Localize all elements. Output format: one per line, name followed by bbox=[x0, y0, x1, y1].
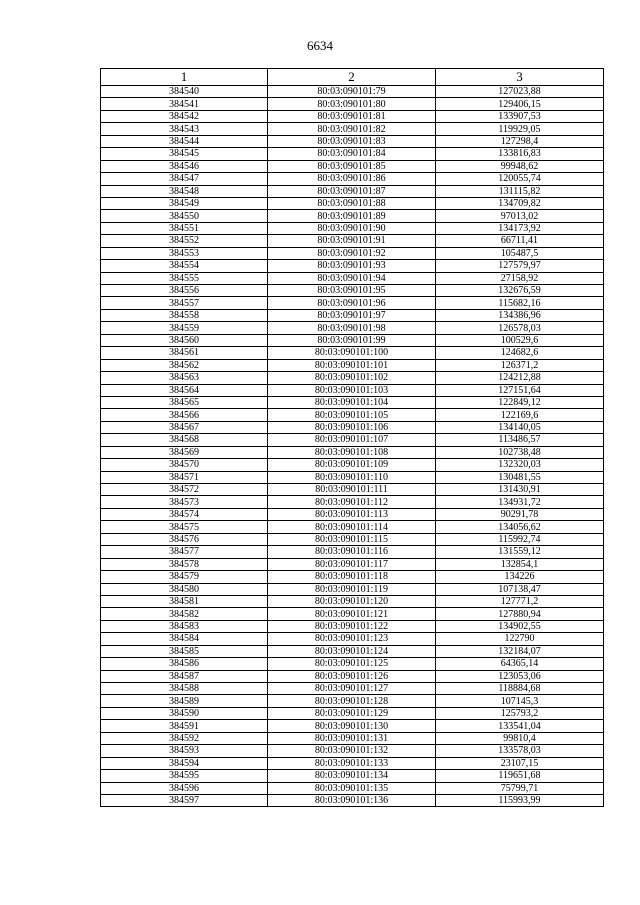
table-row bbox=[101, 309, 604, 321]
table-row bbox=[101, 396, 604, 408]
cell-cadastral-id: 80:03:090101:101 bbox=[268, 359, 436, 371]
cell-number: 384567 bbox=[101, 421, 268, 433]
cell-cadastral-id: 80:03:090101:120 bbox=[268, 595, 436, 607]
cell-cadastral-id: 80:03:090101:95 bbox=[268, 285, 436, 297]
table-row bbox=[101, 533, 604, 545]
cell-cadastral-id: 80:03:090101:97 bbox=[268, 309, 436, 321]
cell-number: 384580 bbox=[101, 583, 268, 595]
cell-cadastral-id: 80:03:090101:93 bbox=[268, 260, 436, 272]
table-row bbox=[101, 620, 604, 632]
cell-number: 384585 bbox=[101, 645, 268, 657]
cell-cadastral-id: 80:03:090101:123 bbox=[268, 633, 436, 645]
table-row bbox=[101, 148, 604, 160]
table-row bbox=[101, 446, 604, 458]
cell-cadastral-id: 80:03:090101:92 bbox=[268, 247, 436, 259]
cell-value: 134902,55 bbox=[436, 620, 604, 632]
cell-cadastral-id: 80:03:090101:99 bbox=[268, 334, 436, 346]
cell-cadastral-id: 80:03:090101:128 bbox=[268, 695, 436, 707]
cell-value: 127880,94 bbox=[436, 608, 604, 620]
cell-value: 97013,02 bbox=[436, 210, 604, 222]
cell-cadastral-id: 80:03:090101:107 bbox=[268, 434, 436, 446]
cell-cadastral-id: 80:03:090101:131 bbox=[268, 732, 436, 744]
cell-cadastral-id: 80:03:090101:117 bbox=[268, 558, 436, 570]
cell-value: 133816,83 bbox=[436, 148, 604, 160]
table-row bbox=[101, 285, 604, 297]
cell-value: 100529,6 bbox=[436, 334, 604, 346]
cell-number: 384554 bbox=[101, 260, 268, 272]
cell-value: 113486,57 bbox=[436, 434, 604, 446]
cell-number: 384558 bbox=[101, 309, 268, 321]
cell-number: 384541 bbox=[101, 98, 268, 110]
cell-value: 105487,5 bbox=[436, 247, 604, 259]
cell-value: 131115,82 bbox=[436, 185, 604, 197]
cell-cadastral-id: 80:03:090101:80 bbox=[268, 98, 436, 110]
table-row bbox=[101, 670, 604, 682]
table-row bbox=[101, 173, 604, 185]
cell-cadastral-id: 80:03:090101:109 bbox=[268, 459, 436, 471]
cell-value: 133907,53 bbox=[436, 110, 604, 122]
cell-value: 123053,06 bbox=[436, 670, 604, 682]
cell-cadastral-id: 80:03:090101:102 bbox=[268, 372, 436, 384]
cell-number: 384552 bbox=[101, 235, 268, 247]
cell-value: 64365,14 bbox=[436, 658, 604, 670]
table-row bbox=[101, 608, 604, 620]
cell-value: 127579,97 bbox=[436, 260, 604, 272]
cell-cadastral-id: 80:03:090101:94 bbox=[268, 272, 436, 284]
cell-number: 384589 bbox=[101, 695, 268, 707]
cell-value: 122790 bbox=[436, 633, 604, 645]
cell-number: 384566 bbox=[101, 409, 268, 421]
table-row bbox=[101, 123, 604, 135]
cell-value: 132320,03 bbox=[436, 459, 604, 471]
cell-cadastral-id: 80:03:090101:91 bbox=[268, 235, 436, 247]
cell-number: 384568 bbox=[101, 434, 268, 446]
cell-value: 119651,68 bbox=[436, 770, 604, 782]
cell-number: 384565 bbox=[101, 396, 268, 408]
cell-value: 132676,59 bbox=[436, 285, 604, 297]
cell-value: 118884,68 bbox=[436, 683, 604, 695]
cell-cadastral-id: 80:03:090101:103 bbox=[268, 384, 436, 396]
column-header-3: 3 bbox=[436, 69, 604, 86]
table-row bbox=[101, 260, 604, 272]
cell-cadastral-id: 80:03:090101:129 bbox=[268, 707, 436, 719]
cell-cadastral-id: 80:03:090101:133 bbox=[268, 757, 436, 769]
table-row bbox=[101, 558, 604, 570]
cell-value: 134140,05 bbox=[436, 421, 604, 433]
cell-cadastral-id: 80:03:090101:81 bbox=[268, 110, 436, 122]
table-body bbox=[101, 86, 604, 807]
cell-number: 384579 bbox=[101, 571, 268, 583]
cell-number: 384562 bbox=[101, 359, 268, 371]
cell-number: 384540 bbox=[101, 86, 268, 98]
cell-number: 384575 bbox=[101, 521, 268, 533]
cell-cadastral-id: 80:03:090101:116 bbox=[268, 546, 436, 558]
cell-number: 384590 bbox=[101, 707, 268, 719]
cell-cadastral-id: 80:03:090101:119 bbox=[268, 583, 436, 595]
cell-value: 115992,74 bbox=[436, 533, 604, 545]
cell-value: 120055,74 bbox=[436, 173, 604, 185]
cell-number: 384555 bbox=[101, 272, 268, 284]
cell-number: 384561 bbox=[101, 347, 268, 359]
cell-value: 90291,78 bbox=[436, 508, 604, 520]
cell-number: 384586 bbox=[101, 658, 268, 670]
table-row bbox=[101, 86, 604, 98]
cell-number: 384588 bbox=[101, 683, 268, 695]
cell-number: 384547 bbox=[101, 173, 268, 185]
table-row bbox=[101, 695, 604, 707]
cell-value: 130481,55 bbox=[436, 471, 604, 483]
cell-value: 134056,62 bbox=[436, 521, 604, 533]
cell-value: 133578,03 bbox=[436, 745, 604, 757]
table-row bbox=[101, 782, 604, 794]
cell-number: 384553 bbox=[101, 247, 268, 259]
cell-value: 131559,12 bbox=[436, 546, 604, 558]
cell-cadastral-id: 80:03:090101:96 bbox=[268, 297, 436, 309]
cell-cadastral-id: 80:03:090101:111 bbox=[268, 484, 436, 496]
cell-value: 107145,3 bbox=[436, 695, 604, 707]
cell-value: 134386,96 bbox=[436, 309, 604, 321]
cell-value: 126578,03 bbox=[436, 322, 604, 334]
cell-value: 27158,92 bbox=[436, 272, 604, 284]
cell-value: 99810,4 bbox=[436, 732, 604, 744]
cell-value: 132854,1 bbox=[436, 558, 604, 570]
cell-number: 384597 bbox=[101, 794, 268, 806]
table-row bbox=[101, 98, 604, 110]
cell-cadastral-id: 80:03:090101:121 bbox=[268, 608, 436, 620]
table-row bbox=[101, 683, 604, 695]
cell-number: 384563 bbox=[101, 372, 268, 384]
table-row bbox=[101, 434, 604, 446]
cell-cadastral-id: 80:03:090101:83 bbox=[268, 135, 436, 147]
cell-cadastral-id: 80:03:090101:87 bbox=[268, 185, 436, 197]
cell-value: 125793,2 bbox=[436, 707, 604, 719]
cell-number: 384556 bbox=[101, 285, 268, 297]
table-row bbox=[101, 210, 604, 222]
cell-number: 384592 bbox=[101, 732, 268, 744]
table-row bbox=[101, 384, 604, 396]
cell-value: 134709,82 bbox=[436, 197, 604, 209]
cell-cadastral-id: 80:03:090101:127 bbox=[268, 683, 436, 695]
column-header-2: 2 bbox=[268, 69, 436, 86]
table-row bbox=[101, 645, 604, 657]
cell-cadastral-id: 80:03:090101:136 bbox=[268, 794, 436, 806]
table-row bbox=[101, 372, 604, 384]
cell-number: 384571 bbox=[101, 471, 268, 483]
table-row bbox=[101, 160, 604, 172]
cell-value: 75799,71 bbox=[436, 782, 604, 794]
cell-value: 99948,62 bbox=[436, 160, 604, 172]
cell-number: 384570 bbox=[101, 459, 268, 471]
table-row bbox=[101, 421, 604, 433]
table-row bbox=[101, 459, 604, 471]
cell-number: 384576 bbox=[101, 533, 268, 545]
cell-cadastral-id: 80:03:090101:84 bbox=[268, 148, 436, 160]
cell-value: 126371,2 bbox=[436, 359, 604, 371]
cell-cadastral-id: 80:03:090101:100 bbox=[268, 347, 436, 359]
table-row bbox=[101, 595, 604, 607]
page-number: 6634 bbox=[307, 38, 333, 53]
table-row bbox=[101, 185, 604, 197]
cell-number: 384583 bbox=[101, 620, 268, 632]
table-row bbox=[101, 658, 604, 670]
cell-number: 384548 bbox=[101, 185, 268, 197]
cell-number: 384550 bbox=[101, 210, 268, 222]
table-row bbox=[101, 247, 604, 259]
cell-cadastral-id: 80:03:090101:134 bbox=[268, 770, 436, 782]
table-row bbox=[101, 471, 604, 483]
cell-cadastral-id: 80:03:090101:114 bbox=[268, 521, 436, 533]
cell-value: 127771,2 bbox=[436, 595, 604, 607]
table-row bbox=[101, 197, 604, 209]
cell-number: 384569 bbox=[101, 446, 268, 458]
cell-cadastral-id: 80:03:090101:105 bbox=[268, 409, 436, 421]
cell-number: 384581 bbox=[101, 595, 268, 607]
cell-value: 122849,12 bbox=[436, 396, 604, 408]
table-row bbox=[101, 794, 604, 806]
cell-cadastral-id: 80:03:090101:104 bbox=[268, 396, 436, 408]
table-row bbox=[101, 770, 604, 782]
cell-value: 134173,92 bbox=[436, 222, 604, 234]
table-row bbox=[101, 633, 604, 645]
cell-cadastral-id: 80:03:090101:115 bbox=[268, 533, 436, 545]
cell-number: 384582 bbox=[101, 608, 268, 620]
cell-number: 384545 bbox=[101, 148, 268, 160]
cell-number: 384573 bbox=[101, 496, 268, 508]
table-row bbox=[101, 359, 604, 371]
cell-number: 384574 bbox=[101, 508, 268, 520]
cell-value: 134931,72 bbox=[436, 496, 604, 508]
table-row bbox=[101, 732, 604, 744]
cell-cadastral-id: 80:03:090101:108 bbox=[268, 446, 436, 458]
cell-number: 384584 bbox=[101, 633, 268, 645]
table-row bbox=[101, 222, 604, 234]
cell-number: 384595 bbox=[101, 770, 268, 782]
cell-value: 133541,04 bbox=[436, 720, 604, 732]
table-row bbox=[101, 322, 604, 334]
cell-cadastral-id: 80:03:090101:125 bbox=[268, 658, 436, 670]
cell-value: 119929,05 bbox=[436, 123, 604, 135]
cell-cadastral-id: 80:03:090101:124 bbox=[268, 645, 436, 657]
table-row bbox=[101, 135, 604, 147]
cell-number: 384591 bbox=[101, 720, 268, 732]
cell-cadastral-id: 80:03:090101:106 bbox=[268, 421, 436, 433]
table-header-row bbox=[101, 69, 604, 86]
cell-value: 124682,6 bbox=[436, 347, 604, 359]
cell-number: 384578 bbox=[101, 558, 268, 570]
cell-cadastral-id: 80:03:090101:132 bbox=[268, 745, 436, 757]
cell-value: 102738,48 bbox=[436, 446, 604, 458]
cell-cadastral-id: 80:03:090101:126 bbox=[268, 670, 436, 682]
cell-value: 115682,16 bbox=[436, 297, 604, 309]
cell-value: 66711,41 bbox=[436, 235, 604, 247]
cell-cadastral-id: 80:03:090101:135 bbox=[268, 782, 436, 794]
table-row bbox=[101, 110, 604, 122]
cell-cadastral-id: 80:03:090101:122 bbox=[268, 620, 436, 632]
cell-number: 384577 bbox=[101, 546, 268, 558]
cell-value: 122169,6 bbox=[436, 409, 604, 421]
cell-value: 115993,99 bbox=[436, 794, 604, 806]
cell-value: 127151,64 bbox=[436, 384, 604, 396]
cell-value: 23107,15 bbox=[436, 757, 604, 769]
cell-value: 127023,88 bbox=[436, 86, 604, 98]
cell-cadastral-id: 80:03:090101:112 bbox=[268, 496, 436, 508]
cell-value: 131430,91 bbox=[436, 484, 604, 496]
table-row bbox=[101, 757, 604, 769]
table-row bbox=[101, 508, 604, 520]
cell-number: 384557 bbox=[101, 297, 268, 309]
table-row bbox=[101, 297, 604, 309]
cell-cadastral-id: 80:03:090101:130 bbox=[268, 720, 436, 732]
cell-cadastral-id: 80:03:090101:118 bbox=[268, 571, 436, 583]
table-row bbox=[101, 484, 604, 496]
cell-cadastral-id: 80:03:090101:85 bbox=[268, 160, 436, 172]
cell-number: 384594 bbox=[101, 757, 268, 769]
table-row bbox=[101, 720, 604, 732]
cell-cadastral-id: 80:03:090101:88 bbox=[268, 197, 436, 209]
cell-number: 384593 bbox=[101, 745, 268, 757]
cell-cadastral-id: 80:03:090101:113 bbox=[268, 508, 436, 520]
cell-value: 107138,47 bbox=[436, 583, 604, 595]
cell-value: 129406,15 bbox=[436, 98, 604, 110]
cell-number: 384587 bbox=[101, 670, 268, 682]
cell-number: 384551 bbox=[101, 222, 268, 234]
cell-cadastral-id: 80:03:090101:90 bbox=[268, 222, 436, 234]
cell-cadastral-id: 80:03:090101:86 bbox=[268, 173, 436, 185]
data-table bbox=[100, 68, 604, 807]
cell-number: 384596 bbox=[101, 782, 268, 794]
cell-cadastral-id: 80:03:090101:89 bbox=[268, 210, 436, 222]
table-row bbox=[101, 521, 604, 533]
table-row bbox=[101, 546, 604, 558]
cell-number: 384544 bbox=[101, 135, 268, 147]
table-row bbox=[101, 272, 604, 284]
cell-number: 384549 bbox=[101, 197, 268, 209]
cell-cadastral-id: 80:03:090101:98 bbox=[268, 322, 436, 334]
cell-value: 132184,07 bbox=[436, 645, 604, 657]
table-row bbox=[101, 571, 604, 583]
column-header-1: 1 bbox=[101, 69, 268, 86]
table-row bbox=[101, 583, 604, 595]
table-row bbox=[101, 496, 604, 508]
table-row bbox=[101, 745, 604, 757]
table-row bbox=[101, 347, 604, 359]
cell-cadastral-id: 80:03:090101:79 bbox=[268, 86, 436, 98]
cell-value: 134226 bbox=[436, 571, 604, 583]
cell-cadastral-id: 80:03:090101:82 bbox=[268, 123, 436, 135]
cell-cadastral-id: 80:03:090101:110 bbox=[268, 471, 436, 483]
cell-number: 384546 bbox=[101, 160, 268, 172]
table-row bbox=[101, 334, 604, 346]
cell-value: 127298,4 bbox=[436, 135, 604, 147]
cell-number: 384543 bbox=[101, 123, 268, 135]
cell-number: 384572 bbox=[101, 484, 268, 496]
cell-number: 384559 bbox=[101, 322, 268, 334]
cell-number: 384560 bbox=[101, 334, 268, 346]
table-row bbox=[101, 707, 604, 719]
table-row bbox=[101, 235, 604, 247]
cell-value: 124212,88 bbox=[436, 372, 604, 384]
cell-number: 384542 bbox=[101, 110, 268, 122]
table-row bbox=[101, 409, 604, 421]
cell-number: 384564 bbox=[101, 384, 268, 396]
